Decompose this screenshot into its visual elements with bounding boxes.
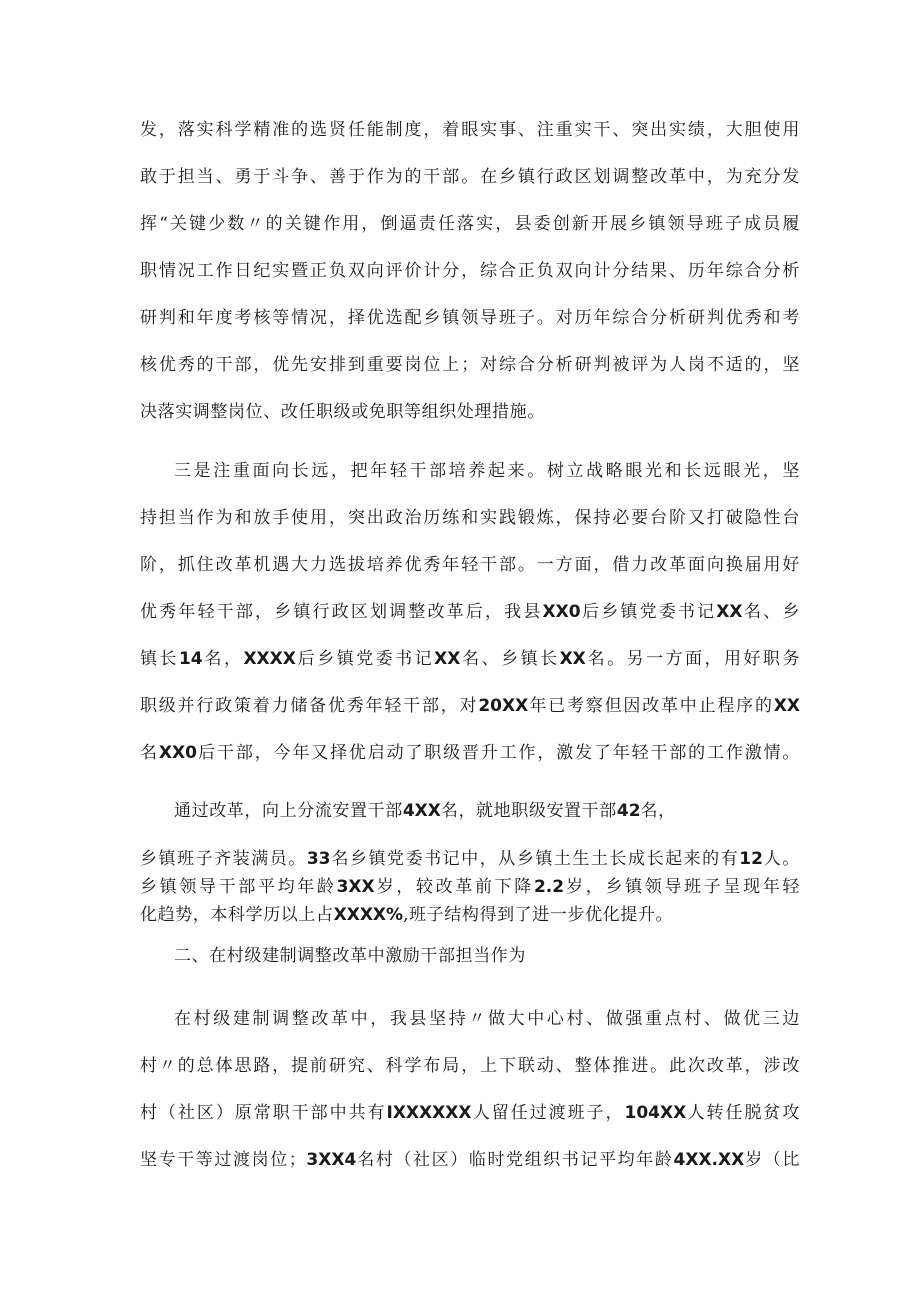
text-line: 化趋势，本科学历以上占XXXX%,班子结构得到了进一步优化提升。: [140, 905, 674, 925]
number-run: IXXXXXX: [386, 1103, 472, 1123]
text-line: 阶，抓住改革机遇大力选拔培养优秀年轻干部。一方面，借力改革面向换届用好: [140, 555, 800, 575]
text-line: 镇长14名，XXXX后乡镇党委书记XX名、乡镇长XX名。另一方面，用好职务: [140, 649, 801, 669]
number-run: 3XX: [336, 877, 375, 897]
number-run: 4XX: [402, 801, 441, 821]
number-run: XX: [559, 649, 586, 669]
number-run: XXXX: [243, 649, 296, 669]
section-heading: [140, 944, 800, 968]
number-run: XX: [716, 602, 743, 622]
number-run: 4XX.XX: [673, 1150, 745, 1170]
number-run: XXXX%: [333, 905, 404, 925]
text-line: 敢于担当、勇于斗争、善于作为的干部。在乡镇行政区划调整改革中，为充分发: [140, 167, 800, 187]
text-line: 通过改革，向上分流安置干部4XX名，就地职级安置干部42名，: [174, 801, 676, 821]
heading-text: 二、在村级建制调整改革中激励干部担当作为: [174, 946, 526, 966]
text-line: 三是注重面向长远，把年轻干部培养起来。树立战略眼光和长远眼光，坚: [174, 461, 800, 481]
text-line: 优秀年轻干部，乡镇行政区划调整改革后，我县XX0后乡镇党委书记XX名、乡: [140, 602, 800, 622]
text-line: 乡镇领导干部平均年龄3XX岁，较改革前下降2.2岁，乡镇领导班子呈现年轻: [140, 877, 800, 897]
number-run: XX: [434, 649, 461, 669]
text-line: 发，落实科学精准的选贤任能制度，着眼实事、注重实干、突出实绩，大胆使用: [140, 120, 800, 140]
number-run: 33: [306, 849, 331, 869]
text-line: 在村级建制调整改革中，我县坚持〃做大中心村、做强重点村、做优三边: [174, 1009, 800, 1029]
paragraph-village-reform: [140, 1007, 800, 1172]
text-line: 村〃的总体思路，提前研究、科学布局，上下联动、整体推进。此次改革，涉改: [140, 1056, 800, 1076]
number-run: 42: [616, 801, 641, 821]
text-line: 坚专干等过渡岗位；3XX4名村（社区）临时党组织书记平均年龄4XX.XX岁（比: [140, 1150, 801, 1170]
text-line: 乡镇班子齐装满员。33名乡镇党委书记中，从乡镇土生土长成长起来的有12人。: [140, 849, 801, 869]
number-run: 20XX: [478, 696, 529, 716]
number-run: XX0: [542, 602, 581, 622]
text-line: 挥“关键少数〃的关键作用，倒逼责任落实，县委创新开展乡镇领导班子成员履: [140, 214, 800, 234]
paragraph-reform-results: [140, 847, 800, 927]
number-run: 2.2: [533, 877, 565, 897]
paragraph-cadre-selection: [140, 118, 800, 424]
text-line: 研判和年度考核等情况，择优选配乡镇领导班子。对历年综合分析研判优秀和考: [140, 308, 800, 328]
number-run: XX0: [158, 743, 197, 763]
number-run: 14: [178, 649, 203, 669]
text-line: 核优秀的干部，优先安排到重要岗位上；对综合分析研判被评为人岗不适的，坚: [140, 355, 800, 375]
number-run: 12: [739, 849, 763, 869]
number-run: XX: [773, 696, 800, 716]
text-line: 决落实调整岗位、改任职级或免职等组织处理措施。: [140, 402, 545, 422]
text-line: 村（社区）原常职干部中共有IXXXXXX人留任过渡班子，104XX人转任脱贫攻: [140, 1103, 800, 1123]
paragraph-young-cadres: [140, 459, 800, 765]
number-run: 3XX4: [306, 1150, 357, 1170]
number-run: 104XX: [624, 1103, 687, 1123]
text-line: 持担当作为和放手使用，突出政治历练和实践锻炼，保持必要台阶又打破隐性台: [140, 508, 800, 528]
text-line: 名XX0后干部，今年又择优启动了职级晋升工作，激发了年轻干部的工作激情。: [140, 743, 800, 763]
text-line: 职级并行政策着力储备优秀年轻干部，对20XX年已考察但因改革中止程序的XX: [140, 696, 800, 716]
text-line: 职情况工作日纪实暨正负双向评价计分，综合正负双向计分结果、历年综合分析: [140, 261, 800, 281]
paragraph-reform-summary: [140, 799, 800, 823]
